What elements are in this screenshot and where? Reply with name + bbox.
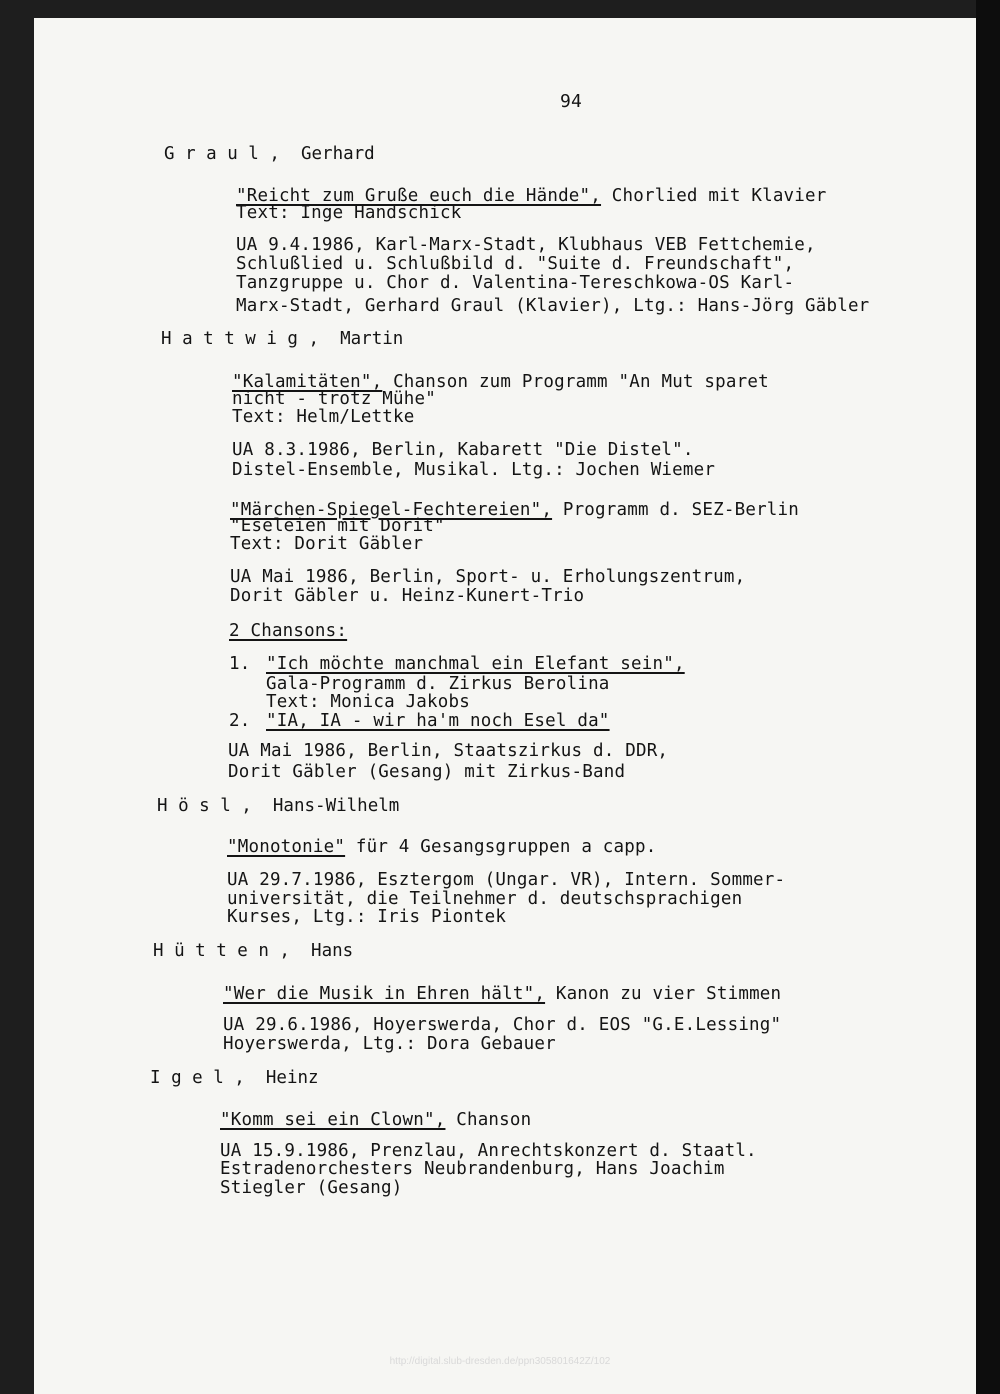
chansons-heading: 2 Chansons: bbox=[229, 621, 348, 641]
composer-name: H ö s l , Hans-Wilhelm bbox=[157, 796, 400, 816]
premiere-line: Kurses, Ltg.: Iris Piontek bbox=[227, 907, 507, 927]
work-title: "Reicht zum Gruße euch die Hände", bbox=[236, 186, 602, 206]
premiere-line: universität, die Teilnehmer d. deutschsprachigen bbox=[227, 889, 743, 909]
work-line bbox=[220, 1111, 531, 1130]
composer-name: I g e l , Heinz bbox=[150, 1068, 319, 1088]
premiere-line: Distel-Ensemble, Musikal. Ltg.: Jochen Wiemer bbox=[232, 460, 716, 480]
composer-name: G r a u l , Gerhard bbox=[164, 144, 375, 164]
work-description: Chanson zum Programm "An Mut sparet bbox=[393, 372, 769, 392]
chanson-title: "IA, IA - wir ha'm noch Esel da" bbox=[266, 711, 610, 731]
premiere-line: UA 9.4.1986, Karl-Marx-Stadt, Klubhaus VEB Fettchemie, bbox=[236, 235, 816, 255]
work-text-credit: Text: Dorit Gäbler bbox=[230, 534, 424, 554]
work-description: für 4 Gesangsgruppen a capp. bbox=[355, 837, 657, 857]
document-page bbox=[34, 18, 976, 1394]
work-text-credit: Text: Helm/Lettke bbox=[232, 407, 415, 427]
premiere-line: UA 8.3.1986, Berlin, Kabarett "Die Distel". bbox=[232, 440, 694, 460]
composer-name: H ü t t e n , Hans bbox=[153, 941, 354, 961]
premiere-line: Tanzgruppe u. Chor d. Valentina-Tereschkowa-OS Karl- bbox=[236, 273, 795, 293]
work-title: "Wer die Musik in Ehren hält", bbox=[223, 984, 546, 1004]
work-title: "Monotonie" bbox=[227, 837, 346, 857]
premiere-line: Hoyerswerda, Ltg.: Dora Gebauer bbox=[223, 1034, 556, 1054]
composer-name: H a t t w i g , Martin bbox=[161, 329, 404, 349]
premiere-line: UA 15.9.1986, Prenzlau, Anrechtskonzert d. Staatl. bbox=[220, 1141, 757, 1161]
chanson-detail: Gala-Programm d. Zirkus Berolina bbox=[266, 674, 610, 694]
premiere-line: Dorit Gäbler (Gesang) mit Zirkus-Band bbox=[228, 762, 626, 782]
chanson-number: 1. bbox=[229, 654, 251, 674]
chanson-detail: Text: Monica Jakobs bbox=[266, 692, 470, 712]
work-line bbox=[227, 838, 656, 857]
work-description: Programm d. SEZ-Berlin bbox=[562, 500, 800, 520]
chanson-number: 2. bbox=[229, 711, 251, 731]
premiere-line: UA Mai 1986, Berlin, Sport- u. Erholungszentrum, bbox=[230, 567, 746, 587]
chanson-title: "Ich möchte manchmal ein Elefant sein", bbox=[266, 654, 685, 674]
premiere-line: Dorit Gäbler u. Heinz-Kunert-Trio bbox=[230, 586, 585, 606]
premiere-line: Estradenorchesters Neubrandenburg, Hans Joachim bbox=[220, 1159, 725, 1179]
premiere-line: UA 29.6.1986, Hoyerswerda, Chor d. EOS "G.E.Lessing" bbox=[223, 1015, 782, 1035]
work-text-credit: Text: Inge Handschick bbox=[236, 203, 462, 223]
work-title: "Märchen-Spiegel-Fechtereien", bbox=[230, 500, 553, 520]
premiere-line: UA Mai 1986, Berlin, Staatszirkus d. DDR, bbox=[228, 741, 669, 761]
work-description: Chanson bbox=[456, 1110, 532, 1130]
work-line bbox=[223, 985, 781, 1004]
premiere-line: UA 29.7.1986, Esztergom (Ungar. VR), Intern. Sommer- bbox=[227, 870, 786, 890]
work-description: Chorlied mit Klavier bbox=[611, 186, 827, 206]
work-description-cont: nicht - trotz Mühe" bbox=[232, 389, 436, 409]
page-number: 94 bbox=[560, 91, 583, 112]
work-description: Kanon zu vier Stimmen bbox=[555, 984, 782, 1004]
work-subtitle: "Eseleien mit Dorit" bbox=[230, 516, 445, 536]
footer-url: http://digital.slub-dresden.de/ppn305801642Z/102 bbox=[389, 1356, 611, 1367]
scan-edge bbox=[976, 0, 1000, 1394]
work-title: "Komm sei ein Clown", bbox=[220, 1110, 446, 1130]
premiere-line: Marx-Stadt, Gerhard Graul (Klavier), Ltg.: Hans-Jörg Gäbler bbox=[236, 296, 870, 316]
premiere-line: Schlußlied u. Schlußbild d. "Suite d. Freundschaft", bbox=[236, 254, 795, 274]
work-title: "Kalamitäten", bbox=[232, 372, 383, 392]
premiere-line: Stiegler (Gesang) bbox=[220, 1178, 403, 1198]
